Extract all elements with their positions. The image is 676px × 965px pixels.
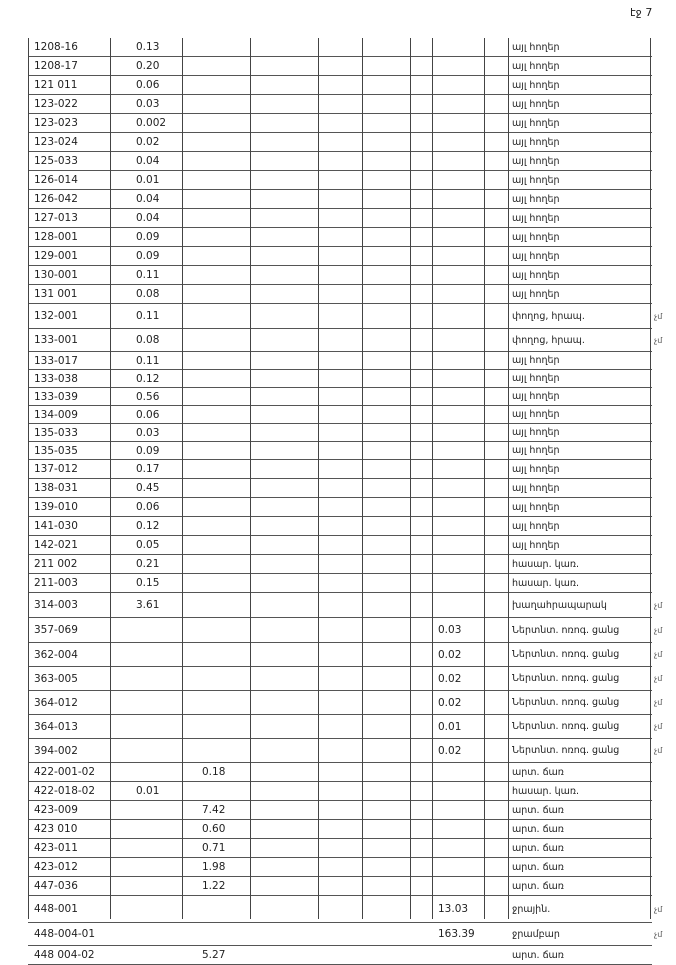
area-col1-cell: 0.06 — [136, 79, 160, 91]
land-use-cell: այլ հողեր — [512, 60, 560, 72]
table-row — [28, 782, 652, 801]
table-row — [28, 820, 652, 839]
parcel-id-cell: 128-001 — [34, 231, 78, 243]
land-use-cell: այլ հողեր — [512, 391, 560, 402]
parcel-id-cell: 364-012 — [34, 696, 78, 709]
land-use-cell: այլ հողեր — [512, 409, 560, 420]
table-row — [28, 406, 652, 424]
note-mark-cell: չմ — [654, 904, 663, 914]
land-use-cell: այլ հողեր — [512, 193, 560, 205]
area-col1-cell: 0.12 — [136, 520, 160, 532]
parcel-id-cell: 362-004 — [34, 648, 78, 661]
table-row — [28, 38, 652, 57]
parcel-id-cell: 448-004-01 — [34, 928, 96, 940]
area-col1-cell: 0.06 — [136, 501, 160, 513]
grid-line — [110, 38, 111, 919]
grid-line — [250, 38, 251, 919]
note-mark-cell: չմ — [654, 625, 663, 635]
parcel-id-cell: 133-039 — [34, 390, 78, 403]
table-row — [28, 133, 652, 152]
parcel-id-cell: 131 001 — [34, 288, 78, 300]
land-use-cell: արտ. ճառ — [512, 804, 564, 816]
grid-line — [362, 38, 363, 919]
table-row — [28, 76, 652, 95]
table-row — [28, 643, 663, 667]
table-row — [28, 352, 652, 370]
area-col1-cell: 0.56 — [136, 390, 160, 403]
parcel-id-cell: 422-018-02 — [34, 785, 96, 797]
land-use-cell: այլ հողեր — [512, 117, 560, 129]
area-col1-cell: 0.03 — [136, 98, 160, 110]
table-row — [28, 388, 652, 406]
area-col3-cell: 13.03 — [438, 903, 469, 915]
area-col1-cell: 0.09 — [136, 231, 160, 243]
table-row — [28, 304, 663, 329]
area-col2-cell: 1.22 — [202, 880, 226, 892]
table-row — [28, 171, 652, 190]
note-mark-cell: չմ — [654, 335, 663, 345]
parcel-id-cell: 314-003 — [34, 599, 78, 611]
note-mark-cell: չմ — [654, 722, 663, 731]
land-use-cell: այլ հողեր — [512, 445, 560, 456]
land-use-cell: այլ հողեր — [512, 98, 560, 110]
area-col1-cell: 0.11 — [136, 354, 160, 367]
table-row — [28, 946, 652, 965]
parcel-id-cell: 423-012 — [34, 861, 78, 873]
page-number-label: էջ 7 — [630, 6, 653, 19]
land-use-cell: Ներտնտ. ոռոգ. ցանց — [512, 673, 620, 684]
table-row — [28, 247, 652, 266]
parcel-id-cell: 133-017 — [34, 354, 78, 367]
note-mark-cell: չմ — [654, 674, 663, 683]
land-use-cell: այլ հողեր — [512, 482, 560, 494]
parcel-id-cell: 138-031 — [34, 482, 78, 494]
parcel-id-cell: 125-033 — [34, 155, 78, 167]
area-col1-cell: 0.08 — [136, 334, 160, 346]
table-row — [28, 329, 663, 352]
table-row — [28, 517, 652, 536]
land-use-cell: հասար. կառ. — [512, 785, 580, 797]
land-use-cell: այլ հողեր — [512, 427, 560, 438]
note-mark-cell: չմ — [654, 746, 663, 755]
parcel-id-cell: 357-069 — [34, 624, 78, 636]
area-col1-cell: 0.20 — [136, 60, 160, 72]
parcel-id-cell: 1208-17 — [34, 60, 78, 72]
table-row — [28, 839, 652, 858]
parcel-id-cell: 137-012 — [34, 463, 78, 475]
parcel-id-cell: 423 010 — [34, 823, 78, 835]
land-use-cell: այլ հողեր — [512, 520, 560, 532]
table-row — [28, 858, 652, 877]
land-use-cell: Ներտնտ. ոռոգ. ցանց — [512, 745, 620, 756]
table-row — [28, 555, 652, 574]
area-col1-cell: 0.09 — [136, 444, 160, 457]
table-row — [28, 460, 652, 479]
area-col3-cell: 0.02 — [438, 696, 462, 709]
table-row — [28, 896, 663, 923]
parcel-id-cell: 123-023 — [34, 117, 78, 129]
area-col1-cell: 0.002 — [136, 117, 167, 129]
area-col1-cell: 0.04 — [136, 193, 160, 205]
parcel-id-cell: 211 002 — [34, 558, 78, 570]
table-row — [28, 618, 663, 643]
parcel-id-cell: 141-030 — [34, 520, 78, 532]
land-use-cell: այլ հողեր — [512, 136, 560, 148]
land-use-cell: արտ. ճառ — [512, 880, 564, 892]
grid-line — [318, 38, 319, 919]
table-row — [28, 114, 652, 133]
parcel-id-cell: 135-033 — [34, 426, 78, 439]
area-col1-cell: 0.09 — [136, 250, 160, 262]
area-col1-cell: 0.45 — [136, 482, 160, 494]
area-col1-cell: 0.12 — [136, 372, 160, 385]
note-mark-cell: չմ — [654, 698, 663, 707]
parcel-id-cell: 139-010 — [34, 501, 78, 513]
area-col2-cell: 0.60 — [202, 823, 226, 835]
table-row — [28, 574, 652, 593]
land-use-cell: այլ հողեր — [512, 269, 560, 281]
table-row — [28, 285, 652, 304]
land-use-cell: փողոց, հրապ. — [512, 334, 585, 346]
land-use-cell: այլ հողեր — [512, 501, 560, 513]
table-row — [28, 877, 652, 896]
land-use-cell: հասար. կառ. — [512, 558, 580, 570]
area-col1-cell: 0.05 — [136, 539, 160, 551]
area-col1-cell: 0.08 — [136, 288, 160, 300]
land-use-cell: այլ հողեր — [512, 212, 560, 224]
land-use-cell: այլ հողեր — [512, 174, 560, 186]
grid-line — [410, 38, 411, 919]
land-use-cell: արտ. ճառ — [512, 766, 564, 778]
area-col2-cell: 1.98 — [202, 861, 226, 873]
grid-line — [28, 38, 29, 919]
land-use-cell: այլ հողեր — [512, 355, 560, 366]
area-col3-cell: 0.01 — [438, 720, 462, 733]
land-use-cell: Ներտնտ. ոռոգ. ցանց — [512, 721, 620, 732]
table-row — [28, 715, 663, 739]
area-col1-cell: 0.15 — [136, 577, 160, 589]
area-col1-cell: 0.13 — [136, 41, 160, 53]
parcel-id-cell: 423-011 — [34, 842, 78, 854]
note-mark-cell: չմ — [654, 929, 663, 939]
land-use-cell: արտ. ճառ — [512, 823, 564, 835]
land-use-cell: խաղահրապարակ — [512, 599, 607, 611]
table-row — [28, 266, 652, 285]
land-parcel-table — [28, 38, 663, 965]
land-use-cell: այլ հողեր — [512, 155, 560, 167]
land-use-cell: այլ հողեր — [512, 539, 560, 551]
parcel-id-cell: 211-003 — [34, 577, 78, 589]
area-col2-cell: 7.42 — [202, 804, 226, 816]
table-row — [28, 479, 652, 498]
land-use-cell: այլ հողեր — [512, 231, 560, 243]
note-mark-cell: չմ — [654, 600, 663, 610]
parcel-id-cell: 135-035 — [34, 444, 78, 457]
parcel-id-cell: 123-024 — [34, 136, 78, 148]
land-use-cell: ջրամբար — [512, 928, 560, 940]
land-use-cell: արտ. ճառ — [512, 842, 564, 854]
parcel-id-cell: 130-001 — [34, 269, 78, 281]
parcel-id-cell: 142-021 — [34, 539, 78, 551]
land-use-cell: արտ. ճառ — [512, 949, 564, 961]
table-row — [28, 209, 652, 228]
table-row — [28, 739, 663, 763]
area-col1-cell: 0.02 — [136, 136, 160, 148]
table-row — [28, 95, 652, 114]
area-col3-cell: 0.02 — [438, 648, 462, 661]
parcel-id-cell: 132-001 — [34, 310, 78, 322]
table-row — [28, 691, 663, 715]
land-use-cell: այլ հողեր — [512, 79, 560, 91]
area-col2-cell: 0.71 — [202, 842, 226, 854]
land-use-cell: այլ հողեր — [512, 41, 560, 53]
grid-line — [484, 38, 485, 919]
area-col1-cell: 0.06 — [136, 408, 160, 421]
land-use-cell: փողոց, հրապ. — [512, 310, 585, 322]
table-row — [28, 228, 652, 247]
parcel-id-cell: 133-001 — [34, 334, 78, 346]
grid-line — [508, 38, 509, 919]
land-use-cell: արտ. ճառ — [512, 861, 564, 873]
table-row — [28, 152, 652, 171]
note-mark-cell: չմ — [654, 650, 663, 659]
area-col1-cell: 0.01 — [136, 785, 160, 797]
area-col1-cell: 0.03 — [136, 426, 160, 439]
area-col2-cell: 5.27 — [202, 949, 226, 961]
parcel-id-cell: 127-013 — [34, 212, 78, 224]
land-use-cell: ջրային. — [512, 903, 551, 915]
land-use-cell: այլ հողեր — [512, 250, 560, 262]
table-row — [28, 190, 652, 209]
area-col1-cell: 0.01 — [136, 174, 160, 186]
grid-line — [650, 38, 651, 919]
area-col1-cell: 0.17 — [136, 463, 160, 475]
table-row — [28, 424, 652, 442]
table-row — [28, 57, 652, 76]
table-row — [28, 801, 652, 820]
parcel-id-cell: 123-022 — [34, 98, 78, 110]
land-use-cell: այլ հողեր — [512, 288, 560, 300]
parcel-id-cell: 423-009 — [34, 804, 78, 816]
parcel-id-cell: 134-009 — [34, 408, 78, 421]
grid-line — [182, 38, 183, 919]
land-use-cell: Ներտնտ. ոռոգ. ցանց — [512, 649, 620, 660]
table-row — [28, 923, 663, 946]
parcel-id-cell: 422-001-02 — [34, 766, 96, 778]
land-use-cell: հասար. կառ. — [512, 577, 580, 589]
parcel-id-cell: 1208-16 — [34, 41, 78, 53]
area-col1-cell: 0.21 — [136, 558, 160, 570]
area-col3-cell: 0.03 — [438, 624, 462, 636]
table-row — [28, 667, 663, 691]
parcel-id-cell: 133-038 — [34, 372, 78, 385]
parcel-id-cell: 364-013 — [34, 720, 78, 733]
land-use-cell: այլ հողեր — [512, 373, 560, 384]
table-row — [28, 370, 652, 388]
area-col2-cell: 0.18 — [202, 766, 226, 778]
parcel-id-cell: 447-036 — [34, 880, 78, 892]
table-row — [28, 442, 652, 460]
note-mark-cell: չմ — [654, 311, 663, 321]
parcel-id-cell: 121 011 — [34, 79, 78, 91]
area-col1-cell: 0.11 — [136, 310, 160, 322]
parcel-id-cell: 448 004-02 — [34, 949, 95, 961]
table-row — [28, 763, 652, 782]
land-use-cell: Ներտնտ. ոռոգ. ցանց — [512, 697, 620, 708]
parcel-id-cell: 129-001 — [34, 250, 78, 262]
parcel-id-cell: 363-005 — [34, 672, 78, 685]
table-row — [28, 593, 663, 618]
area-col1-cell: 0.11 — [136, 269, 160, 281]
table-row — [28, 498, 652, 517]
area-col3-cell: 0.02 — [438, 744, 462, 757]
parcel-id-cell: 394-002 — [34, 744, 78, 757]
table-row — [28, 536, 652, 555]
parcel-id-cell: 126-014 — [34, 174, 78, 186]
land-use-cell: Ներտնտ. ոռոգ. ցանց — [512, 624, 620, 636]
area-col1-cell: 3.61 — [136, 599, 160, 611]
area-col1-cell: 0.04 — [136, 212, 160, 224]
grid-line — [432, 38, 433, 919]
land-use-cell: այլ հողեր — [512, 463, 560, 475]
area-col3-cell: 0.02 — [438, 672, 462, 685]
area-col3-cell: 163.39 — [438, 928, 475, 940]
parcel-id-cell: 126-042 — [34, 193, 78, 205]
area-col1-cell: 0.04 — [136, 155, 160, 167]
parcel-id-cell: 448-001 — [34, 903, 78, 915]
